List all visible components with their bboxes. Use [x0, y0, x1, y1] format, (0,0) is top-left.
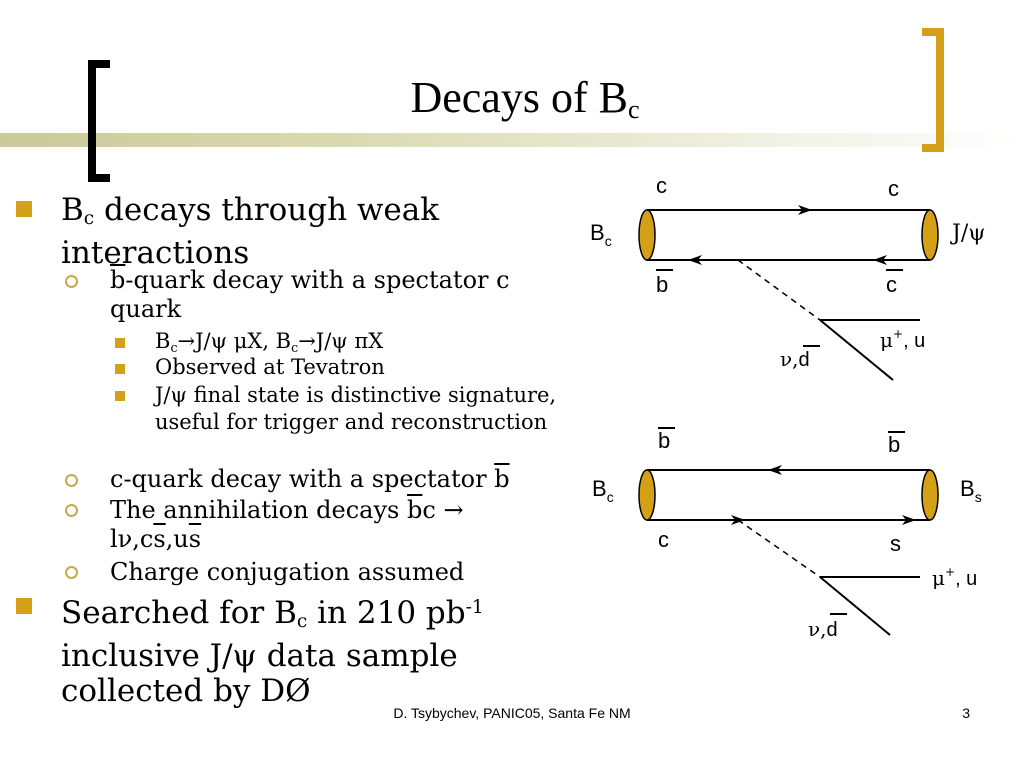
bullet-circle [65, 474, 78, 487]
label-nu-dbar: ν,d [780, 347, 810, 371]
bullet-c-quark-decay: c-quark decay with a spectator $\overline{b}$ [110, 465, 510, 493]
right-bracket-decoration [922, 28, 944, 152]
label-c-top-left: c [656, 173, 667, 198]
bullet-circle [65, 566, 78, 579]
bullet-b-quark-decay: $\overline{b}$-quark decay with a spectator c quark [110, 266, 510, 323]
bullet-square-small [115, 391, 125, 401]
label-c-bottom: c [658, 527, 669, 552]
label-nu-dbar-2: ν,d [808, 617, 838, 641]
bullet-bc-decays: $B_c$ decays through weak interactions [61, 192, 440, 271]
bullet-square-small [115, 364, 125, 374]
bullet-jpsi-signature: J/ψ final state is distinctive signature, useful for trigger and reconstruction [155, 383, 557, 434]
bullet-decay-modes: $B_c\to J/\psi$ μX, $B_c\to J/\psi$ πX [155, 329, 384, 355]
label-bbar: b [656, 272, 669, 297]
bullet-annihilation: The annihilation decays $\overline{b}c$ → $l\nu,c\overline{s},u\overline{s}$ [110, 496, 464, 553]
bullet-searched: Searched for $B_c$ in 210 $pb^{-1}$ inclusive J/ψ data sample collected by DØ [61, 595, 484, 709]
label-jpsi: J/ψ [952, 221, 986, 246]
bullet-charge-conjugation: Charge conjugation assumed [110, 558, 465, 586]
bullet-observed: Observed at Tevatron [155, 355, 385, 379]
label-mu-u-2: μ+, u [932, 565, 978, 590]
diagram-bc-to-jpsi [590, 173, 985, 380]
label-cbar: c [886, 272, 897, 297]
left-bracket-decoration [88, 60, 110, 182]
bullet-square [16, 598, 32, 614]
label-s-bottom: s [890, 531, 901, 556]
bullet-circle [65, 504, 78, 517]
bullet-circle [65, 275, 78, 288]
label-c-top-right: c [888, 176, 899, 201]
label-bs: $B_s$ [960, 476, 982, 505]
label-bc: $B_c$ [590, 220, 612, 249]
label-bbar-top-left: b [658, 428, 671, 453]
page-number: 3 [962, 705, 970, 721]
feynman-diagrams [570, 165, 1010, 665]
bullet-square [16, 201, 32, 217]
label-mu-u: μ+, u [880, 327, 926, 352]
diagram-bc-to-bs [592, 428, 982, 641]
label-bbar-top-right: b [888, 432, 901, 457]
footer: D. Tsybychev, PANIC05, Santa Fe NM [393, 705, 631, 721]
label-bc-2: $B_c$ [592, 476, 614, 505]
bullet-square-small [115, 338, 125, 348]
slide-title: Decays of $B_c$ [410, 73, 640, 124]
title-band [0, 133, 1024, 147]
